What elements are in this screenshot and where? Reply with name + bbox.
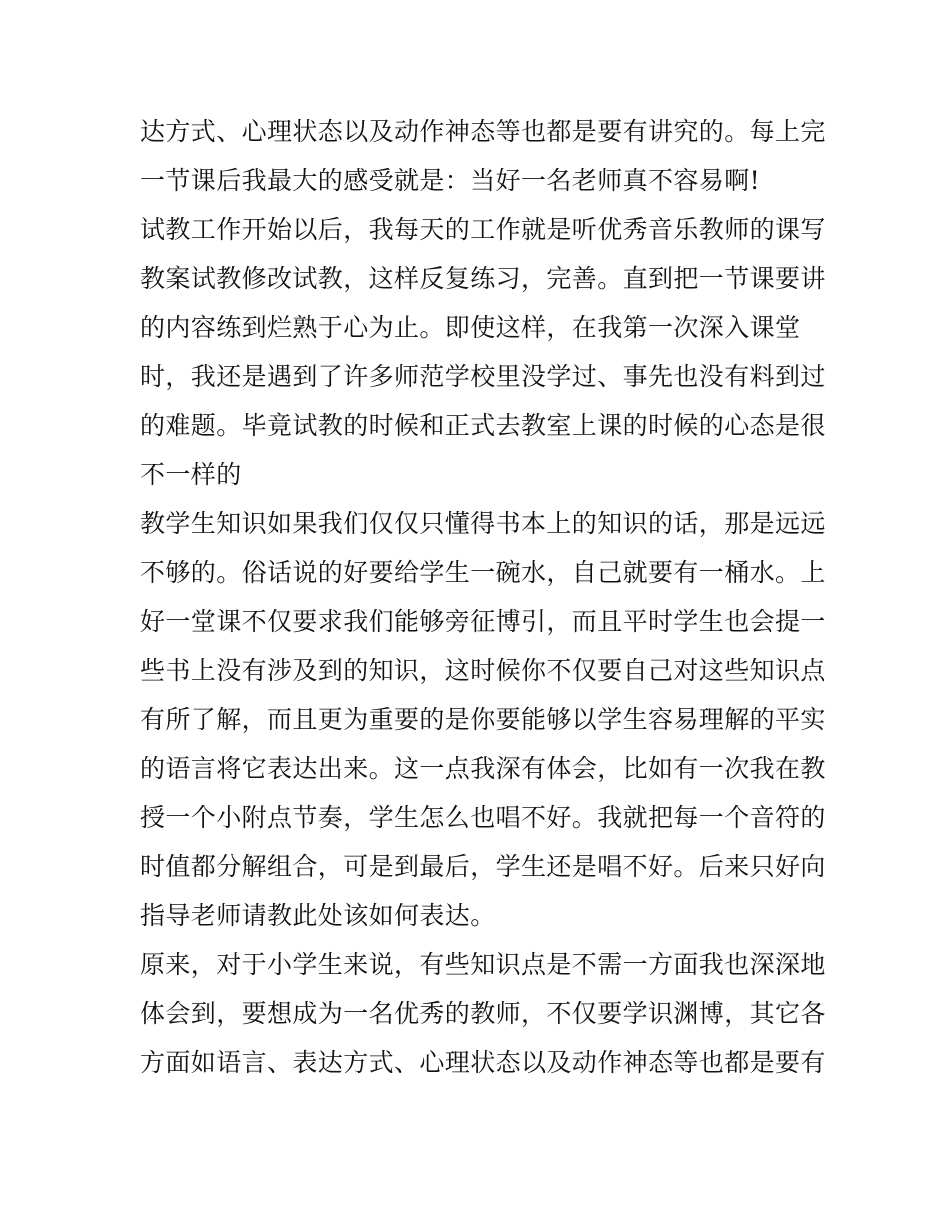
text-line: 授一个小附点节奏，学生怎么也唱不好。我就把每一个音符的	[140, 803, 826, 832]
text-line: 好一堂课不仅要求我们能够旁征博引，而且平时学生也会提一	[140, 607, 826, 636]
text-line: 原来，对于小学生来说，有些知识点是不需一方面我也深深地	[140, 950, 826, 979]
text-line: 指导老师请教此处该如何表达。	[140, 901, 496, 930]
text-line: 试教工作开始以后，我每天的工作就是听优秀音乐教师的课写	[140, 215, 826, 244]
text-line: 时，我还是遇到了许多师范学校里没学过、事先也没有料到过	[140, 362, 826, 391]
text-line: 达方式、心理状态以及动作神态等也都是要有讲究的。每上完	[140, 117, 826, 146]
text-line: 的语言将它表达出来。这一点我深有体会，比如有一次我在教	[140, 754, 826, 783]
text-line: 体会到，要想成为一名优秀的教师，不仅要学识渊博，其它各	[140, 999, 826, 1028]
body-text	[140, 107, 826, 1087]
text-line: 不够的。俗话说的好要给学生一碗水，自己就要有一桶水。上	[140, 558, 826, 587]
text-line: 方面如语言、表达方式、心理状态以及动作神态等也都是要有	[140, 1048, 826, 1077]
text-line: 教案试教修改试教，这样反复练习，完善。直到把一节课要讲	[140, 264, 826, 293]
text-line: 些书上没有涉及到的知识，这时候你不仅要自己对这些知识点	[140, 656, 826, 685]
text-line: 的难题。毕竟试教的时候和正式去教室上课的时候的心态是很	[140, 411, 826, 440]
text-line: 的内容练到烂熟于心为止。即使这样，在我第一次深入课堂	[140, 313, 801, 342]
text-line: 教学生知识如果我们仅仅只懂得书本上的知识的话，那是远远	[140, 509, 826, 538]
text-line: 一节课后我最大的感受就是：当好一名老师真不容易啊!	[140, 166, 761, 195]
text-line: 时值都分解组合，可是到最后，学生还是唱不好。后来只好向	[140, 852, 826, 881]
text-line: 有所了解，而且更为重要的是你要能够以学生容易理解的平实	[140, 705, 826, 734]
text-line: 不一样的	[140, 460, 242, 489]
